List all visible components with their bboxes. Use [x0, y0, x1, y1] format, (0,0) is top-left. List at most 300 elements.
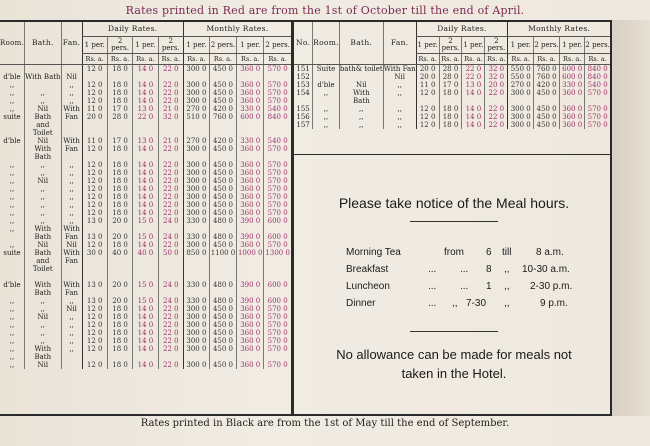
fan-header: Fan.: [383, 22, 416, 65]
monthly-1per-black: 1 per.: [183, 37, 209, 54]
bath-cell: Nil: [25, 105, 62, 113]
monthly-1per-red-cell: 360 0: [237, 345, 264, 353]
daily-2pers-red-cell: 22 0: [485, 113, 508, 121]
monthly-1per-black-cell: 300 0: [183, 361, 209, 369]
monthly-2pers-red-cell: 570 0: [264, 81, 291, 89]
meal-hours-notice: [294, 154, 612, 416]
rate-row: [0, 193, 291, 201]
left-rates-table: [0, 22, 291, 369]
bath-cell: ,,: [25, 337, 62, 345]
bath-cell: ,,: [25, 97, 62, 105]
room-cell: ,,: [313, 113, 340, 121]
daily-2pers-red-cell: 22 0: [158, 345, 183, 353]
bath-cell: Bath: [25, 233, 62, 241]
daily-2pers-red-cell: 21 0: [158, 137, 183, 145]
monthly-1per-red-cell: 360 0: [237, 185, 264, 193]
room-cell: ,,: [313, 89, 340, 97]
fan-cell: ,,: [61, 321, 82, 329]
daily-2pers-black-cell: 18 0: [107, 313, 132, 321]
room-cell: [0, 129, 25, 137]
fan-cell: Fan: [61, 113, 82, 121]
monthly-2pers-black-cell: [534, 97, 560, 105]
monthly-1per-black-cell: 270 0: [508, 81, 534, 89]
daily-1per-red-cell: 22 0: [462, 65, 485, 74]
bath-cell: ,,: [339, 113, 383, 121]
monthly-2pers-black-cell: 450 0: [209, 329, 236, 337]
monthly-2pers-black-cell: 450 0: [209, 321, 236, 329]
fan-cell: With: [61, 105, 82, 113]
monthly-1per-black-cell: 510 0: [183, 113, 209, 121]
monthly-2pers-red-cell: 570 0: [264, 201, 291, 209]
fan-cell: [61, 273, 82, 281]
daily-1per-red-cell: 14 0: [133, 97, 158, 105]
fan-cell: ,,: [61, 345, 82, 353]
monthly-2pers-black-cell: 450 0: [209, 361, 236, 369]
rate-row: [0, 81, 291, 89]
rate-row: [0, 217, 291, 225]
bath-cell: Toilet: [25, 129, 62, 137]
daily-2pers-red-cell: 24 0: [158, 233, 183, 241]
room-cell: ,,: [9, 353, 15, 361]
monthly-1per-black-cell: 300 0: [508, 121, 534, 129]
daily-2pers-black-cell: [107, 73, 132, 81]
monthly-1per-red-cell: 330 0: [237, 137, 264, 145]
bath-cell: [25, 65, 62, 74]
room-cell: d'ble: [3, 73, 21, 81]
daily-1per-black-cell: 13 0: [82, 217, 107, 225]
monthly-2pers-red-cell: [264, 273, 291, 281]
bath-cell: ,,: [25, 305, 62, 313]
daily-2pers-black-cell: 28 0: [107, 113, 132, 121]
monthly-2pers-black-cell: 450 0: [209, 81, 236, 89]
monthly-2pers-red-cell: 570 0: [264, 241, 291, 249]
room-cell: ,,: [9, 193, 15, 201]
currency-label: Rs. a.: [107, 54, 132, 65]
bath-cell: ,,: [25, 161, 62, 169]
daily-1per-red-cell: 14 0: [133, 361, 158, 369]
room-cell: ,,: [9, 89, 15, 97]
meal-start: 7-30: [466, 298, 487, 309]
room-cell: ,,: [9, 297, 15, 305]
monthly-2pers-black-cell: [209, 273, 236, 281]
fan-cell: ,,: [383, 81, 416, 89]
daily-1per-red-cell: 14 0: [133, 313, 158, 321]
daily-1per-red-cell: [133, 265, 158, 273]
daily-1per-black-cell: 12 0: [82, 345, 107, 353]
rate-row: [0, 89, 291, 97]
bath-cell: With: [25, 145, 62, 153]
monthly-1per-black-cell: 300 0: [183, 209, 209, 217]
room-cell: ,,: [9, 345, 15, 353]
rate-row: [0, 201, 291, 209]
monthly-1per-black-cell: 300 0: [183, 345, 209, 353]
fan-cell: [383, 97, 416, 105]
monthly-2pers-black-cell: 480 0: [209, 217, 236, 225]
daily-2pers-black-cell: 18 0: [439, 89, 462, 97]
room-cell: [0, 273, 25, 281]
fan-cell: ,,: [61, 313, 82, 321]
fan-cell: Nil: [383, 73, 416, 81]
monthly-rates-header: Monthly Rates.: [183, 22, 291, 37]
daily-2pers-black-cell: [107, 129, 132, 137]
meal-till: ,,: [504, 298, 510, 309]
currency-label: Rs. a.: [264, 54, 291, 65]
monthly-2pers-black-cell: 450 0: [534, 113, 560, 121]
fan-cell: ,,: [61, 209, 82, 217]
room-cell: [0, 65, 25, 74]
monthly-2pers-black-cell: 760 0: [534, 73, 560, 81]
monthly-2pers-red-cell: [264, 153, 291, 161]
monthly-2pers-black-cell: 450 0: [209, 89, 236, 97]
fan-cell: With: [61, 249, 82, 257]
rate-row: [0, 137, 291, 145]
rate-row: [0, 337, 291, 345]
meal-start: 6: [486, 247, 492, 258]
daily-1per-black-cell: [82, 265, 107, 273]
monthly-1per-black-cell: 300 0: [183, 329, 209, 337]
monthly-1per-red-cell: 600 0: [560, 73, 585, 81]
monthly-1per-black-cell: 300 0: [183, 305, 209, 313]
no-cell: 155: [296, 105, 310, 113]
daily-1per-black-cell: [82, 257, 107, 265]
monthly-2pers-red-cell: [264, 225, 291, 233]
room-cell: ,,: [9, 361, 15, 369]
daily-1per-black-cell: 12 0: [82, 177, 107, 185]
daily-1per-red-cell: [133, 129, 158, 137]
daily-2pers-black-cell: [107, 273, 132, 281]
monthly-1per-red-cell: 360 0: [237, 81, 264, 89]
daily-2pers-red-cell: 50 0: [158, 249, 183, 257]
daily-1per-black-cell: 12 0: [82, 193, 107, 201]
rate-row: [0, 113, 291, 121]
currency-label: Rs. a.: [485, 54, 508, 65]
room-cell: [0, 265, 25, 273]
rate-row: [0, 185, 291, 193]
daily-2pers-red-cell: 24 0: [158, 297, 183, 305]
meal-name: Luncheon: [346, 281, 390, 292]
meal-start: 8: [486, 264, 492, 275]
monthly-1per-red-cell: 360 0: [237, 313, 264, 321]
daily-2pers-red-cell: 22 0: [158, 313, 183, 321]
rate-row: [0, 169, 291, 177]
daily-2pers-black-cell: [107, 265, 132, 273]
daily-1per-red-cell: 14 0: [133, 209, 158, 217]
daily-1per-black-cell: 12 0: [82, 241, 107, 249]
fan-cell: With: [61, 281, 82, 289]
daily-1per-red-cell: 14 0: [133, 345, 158, 353]
meal-start: 1: [486, 281, 492, 292]
daily-2pers-black-cell: 18 0: [107, 361, 132, 369]
daily-2pers-black-cell: [107, 225, 132, 233]
daily-1per-red-cell: [462, 97, 485, 105]
currency-label: Rs. a.: [237, 54, 264, 65]
room-cell: ,,: [9, 177, 15, 185]
allowance-line: taken in the Hotel.: [401, 366, 507, 381]
daily-1per-black-cell: 12 0: [82, 337, 107, 345]
monthly-2pers-red-cell: 540 0: [264, 137, 291, 145]
meal-from: ...: [460, 264, 469, 275]
monthly-2pers-black-cell: 450 0: [209, 193, 236, 201]
daily-2pers-red-cell: 22 0: [158, 81, 183, 89]
rate-row: [0, 353, 291, 361]
monthly-2pers-red-cell: [264, 73, 291, 81]
monthly-2pers-red-cell: 570 0: [585, 89, 610, 97]
daily-2pers-black: 2 pers.: [439, 37, 462, 54]
daily-1per-red-cell: 14 0: [133, 305, 158, 313]
daily-2pers-red-cell: 22 0: [158, 337, 183, 345]
divider: [410, 331, 498, 332]
room-cell: ,,: [9, 161, 15, 169]
monthly-1per-red-cell: 600 0: [237, 113, 264, 121]
fan-cell: ,,: [61, 217, 82, 225]
daily-2pers-red: 2 pers.: [485, 37, 508, 54]
meal-ditto: ...: [428, 298, 437, 309]
bath-cell: With: [25, 281, 62, 289]
daily-2pers-red-cell: 22 0: [158, 305, 183, 313]
bath-cell: With: [339, 89, 383, 97]
daily-1per-red-cell: 14 0: [133, 65, 158, 74]
monthly-1per-black-cell: 330 0: [183, 281, 209, 289]
daily-1per-red-cell: 14 0: [133, 241, 158, 249]
bath-cell: With Bath: [25, 73, 61, 81]
bath-cell: Bath: [339, 97, 383, 105]
daily-1per-black-cell: 12 0: [82, 81, 107, 89]
monthly-1per-red-cell: 360 0: [560, 105, 585, 113]
daily-2pers-black-cell: 18 0: [107, 193, 132, 201]
daily-1per-red-cell: 22 0: [462, 73, 485, 81]
meal-row: [346, 281, 586, 297]
currency-label: Rs. a.: [462, 54, 485, 65]
monthly-1per-black-cell: [508, 97, 534, 105]
fan-cell: Fan: [61, 257, 82, 265]
daily-2pers-black-cell: [107, 289, 132, 297]
monthly-1per-red-cell: [237, 225, 264, 233]
room-header: Room.: [313, 22, 340, 65]
monthly-1per-black-cell: 330 0: [183, 217, 209, 225]
daily-1per-red-cell: [133, 273, 158, 281]
fan-cell: ,,: [61, 161, 82, 169]
daily-2pers-red-cell: 22 0: [485, 89, 508, 97]
rate-row: [294, 97, 610, 105]
fan-cell: ,,: [383, 113, 416, 121]
daily-2pers-black-cell: 18 0: [107, 209, 132, 217]
divider: [410, 221, 498, 222]
currency-label: Rs. a.: [439, 54, 462, 65]
monthly-1per-red-cell: 360 0: [237, 89, 264, 97]
daily-1per-black-cell: 12 0: [416, 89, 439, 97]
monthly-1per-red-cell: [237, 129, 264, 137]
monthly-2pers-black-cell: 450 0: [534, 89, 560, 97]
monthly-1per-red-cell: 360 0: [237, 321, 264, 329]
monthly-rates-header: Monthly Rates.: [508, 22, 610, 37]
monthly-1per-red-cell: 360 0: [560, 121, 585, 129]
monthly-1per-black-cell: [183, 225, 209, 233]
daily-1per-red-cell: 13 0: [133, 137, 158, 145]
daily-1per-black-cell: 12 0: [82, 201, 107, 209]
monthly-2pers-black-cell: 450 0: [209, 185, 236, 193]
fan-cell: Nil: [61, 305, 82, 313]
monthly-1per-red-cell: [237, 289, 264, 297]
room-cell: d'ble: [3, 281, 21, 289]
room-cell: [313, 73, 340, 81]
daily-1per-black-cell: 11 0: [82, 105, 107, 113]
monthly-1per-black-cell: 300 0: [183, 161, 209, 169]
room-cell: ,,: [9, 105, 15, 113]
daily-2pers-red-cell: 22 0: [158, 169, 183, 177]
room-cell: [0, 257, 25, 265]
daily-2pers-red-cell: 22 0: [158, 193, 183, 201]
monthly-1per-red-cell: 360 0: [560, 113, 585, 121]
daily-1per-black-cell: 12 0: [82, 89, 107, 97]
monthly-2pers-black: 2 pers.: [209, 37, 236, 54]
rate-row: [0, 145, 291, 153]
daily-1per-black-cell: [82, 289, 107, 297]
bath-cell: ,,: [25, 329, 62, 337]
fan-cell: Fan: [61, 145, 82, 153]
meal-row: [346, 264, 586, 280]
room-cell: ,,: [9, 81, 15, 89]
daily-1per-black-cell: 12 0: [82, 305, 107, 313]
room-cell: ,,: [9, 313, 15, 321]
monthly-2pers-red: 2 pers.: [264, 37, 291, 54]
monthly-2pers-black-cell: [209, 289, 236, 297]
monthly-1per-black-cell: 300 0: [183, 177, 209, 185]
bath-cell: Bath: [25, 353, 62, 361]
daily-2pers-black-cell: 18 0: [107, 329, 132, 337]
monthly-2pers-red-cell: 600 0: [264, 281, 291, 289]
monthly-1per-black-cell: 300 0: [183, 193, 209, 201]
bath-cell: ,,: [339, 121, 383, 129]
room-cell: Suite: [313, 65, 340, 74]
monthly-1per-red-cell: 360 0: [237, 169, 264, 177]
monthly-1per-red-cell: [237, 153, 264, 161]
daily-2pers-red-cell: 22 0: [158, 145, 183, 153]
room-cell: ,,: [9, 225, 15, 233]
monthly-1per-red-cell: 360 0: [237, 193, 264, 201]
monthly-2pers-red-cell: 540 0: [585, 81, 610, 89]
room-cell: ,,: [9, 305, 15, 313]
monthly-2pers-red-cell: 570 0: [264, 321, 291, 329]
daily-1per-red-cell: 14 0: [133, 329, 158, 337]
daily-2pers-red-cell: [158, 129, 183, 137]
monthly-1per-black-cell: 300 0: [183, 89, 209, 97]
currency-label: Rs. a.: [133, 54, 158, 65]
daily-2pers-red-cell: 22 0: [158, 177, 183, 185]
monthly-1per-black-cell: [183, 289, 209, 297]
daily-1per-black-cell: 12 0: [82, 145, 107, 153]
room-cell: ,,: [313, 121, 340, 129]
room-cell: ,,: [313, 105, 340, 113]
meal-name: Breakfast: [346, 264, 389, 275]
monthly-2pers-black-cell: 760 0: [534, 65, 560, 74]
monthly-2pers-red-cell: 570 0: [264, 209, 291, 217]
monthly-2pers-red-cell: 570 0: [264, 177, 291, 185]
currency-label: Rs. a.: [209, 54, 236, 65]
daily-1per-black-cell: [416, 97, 439, 105]
monthly-2pers-black-cell: 480 0: [209, 233, 236, 241]
daily-2pers-red-cell: 22 0: [158, 329, 183, 337]
currency-label: Rs. a.: [560, 54, 585, 65]
monthly-1per-red-cell: 600 0: [560, 65, 585, 74]
monthly-2pers-red-cell: 840 0: [585, 73, 610, 81]
monthly-2pers-red-cell: 570 0: [585, 105, 610, 113]
daily-1per-red-cell: [133, 353, 158, 361]
fan-header: Fan.: [61, 22, 82, 65]
rate-row: [0, 105, 291, 113]
allowance-notice: [294, 345, 612, 383]
daily-1per-black: 1 per.: [82, 37, 107, 54]
red-rates-note: Rates printed in Red are from the 1st of October till the end of April.: [125, 4, 525, 17]
monthly-2pers-red-cell: [264, 289, 291, 297]
daily-1per-red-cell: 14 0: [133, 89, 158, 97]
daily-1per-black-cell: 12 0: [82, 161, 107, 169]
meal-till: ,,: [504, 281, 510, 292]
monthly-1per-red-cell: 360 0: [237, 337, 264, 345]
daily-1per-red-cell: 14 0: [462, 121, 485, 129]
daily-2pers-black-cell: 18 0: [107, 201, 132, 209]
daily-2pers-black-cell: 18 0: [107, 345, 132, 353]
monthly-1per-black-cell: 300 0: [508, 105, 534, 113]
left-rates-panel: [0, 20, 292, 416]
monthly-1per-red-cell: 360 0: [237, 209, 264, 217]
monthly-2pers-red-cell: 570 0: [264, 169, 291, 177]
daily-2pers-red-cell: [158, 73, 183, 81]
daily-1per-red: 1 per.: [462, 37, 485, 54]
daily-2pers-black-cell: 18 0: [107, 65, 132, 74]
room-cell: ,,: [9, 169, 15, 177]
rate-row: [294, 113, 610, 121]
daily-2pers-black-cell: 20 0: [107, 217, 132, 225]
fan-cell: ,,: [61, 81, 82, 89]
room-cell: [0, 145, 25, 153]
room-cell: ,,: [9, 337, 15, 345]
daily-2pers-red-cell: 22 0: [158, 209, 183, 217]
daily-2pers-red-cell: [158, 153, 183, 161]
monthly-2pers-black-cell: [209, 225, 236, 233]
monthly-2pers-black-cell: [209, 257, 236, 265]
monthly-2pers-red-cell: 570 0: [264, 313, 291, 321]
daily-1per-black-cell: 20 0: [416, 73, 439, 81]
daily-1per-red-cell: 40 0: [133, 249, 158, 257]
bath-header: Bath.: [339, 22, 383, 65]
daily-1per-black-cell: [82, 225, 107, 233]
bath-cell: ,,: [25, 297, 62, 305]
daily-2pers-red-cell: [158, 289, 183, 297]
room-cell: [0, 153, 25, 161]
daily-2pers-red-cell: 24 0: [158, 217, 183, 225]
monthly-2pers-black-cell: 450 0: [209, 305, 236, 313]
rate-row: [0, 281, 291, 289]
daily-2pers-red-cell: 22 0: [158, 161, 183, 169]
monthly-1per-red-cell: 1000 0: [237, 249, 263, 257]
monthly-2pers-black-cell: 450 0: [209, 337, 236, 345]
rate-row: [294, 89, 610, 97]
meal-ditto: ...: [428, 281, 437, 292]
monthly-1per-red-cell: 390 0: [237, 233, 264, 241]
black-rates-note: Rates printed in Black are from the 1st of May till the end of September.: [140, 418, 510, 429]
meal-row: [346, 247, 586, 263]
daily-2pers-red-cell: [485, 97, 508, 105]
daily-2pers-red-cell: 22 0: [158, 89, 183, 97]
bath-cell: [25, 273, 62, 281]
fan-cell: ,,: [61, 337, 82, 345]
daily-1per-red-cell: 14 0: [133, 169, 158, 177]
monthly-2pers-black-cell: 420 0: [209, 105, 236, 113]
monthly-1per-red-cell: 360 0: [237, 161, 264, 169]
daily-1per-red-cell: [133, 225, 158, 233]
bath-cell: Nil: [25, 241, 62, 249]
daily-1per-black-cell: 11 0: [82, 137, 107, 145]
